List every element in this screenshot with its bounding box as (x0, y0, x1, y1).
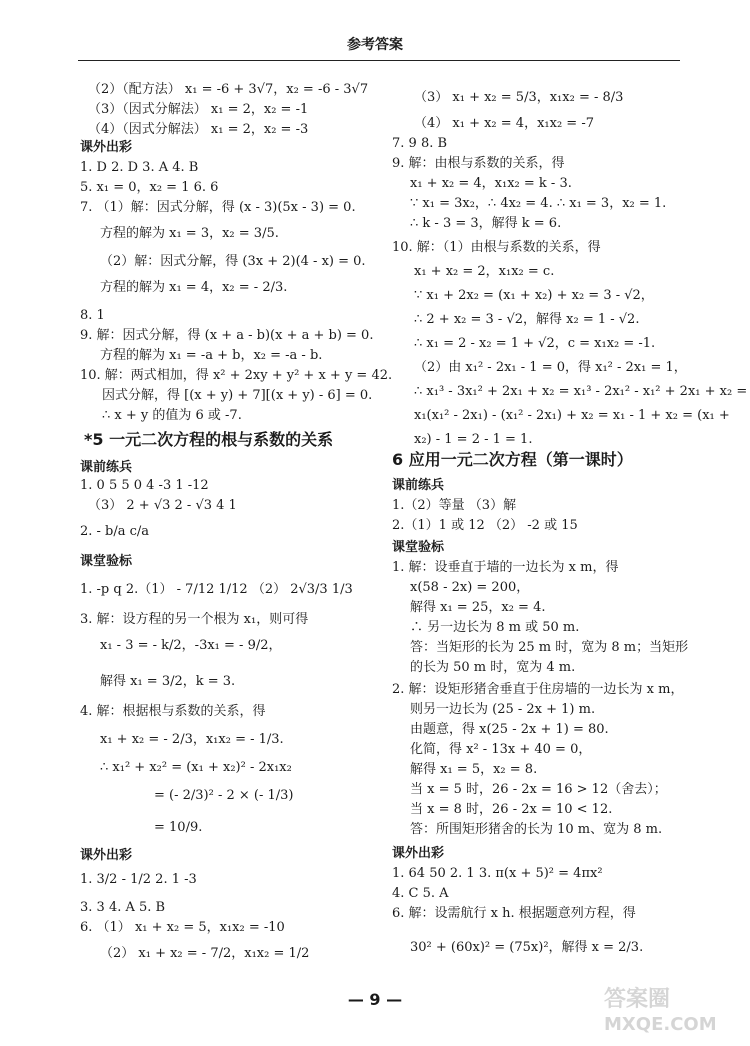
answer-line: 10. 解：（1）由根与系数的关系，得 (392, 240, 601, 255)
answer-line: x₁(x₁² - 2x₁) - (x₁² - 2x₁) + x₂ = x₁ - 1 + x₂ = (x₁ + (414, 408, 730, 423)
answer-line: 5. x₁ = 0，x₂ = 1 6. 6 (80, 180, 219, 195)
answer-line: 10. 解：两式相加，得 x² + 2xy + y² + x + y = 42. (80, 368, 393, 383)
answer-line: （3）（因式分解法） x₁ = 2，x₂ = -1 (88, 102, 309, 117)
answer-line: 1. 3/2 - 1/2 2. 1 -3 (80, 872, 197, 887)
answer-line: 当 x = 5 时，26 - 2x = 16 > 12（舍去）； (410, 782, 667, 797)
section-heading: 课前练兵 (80, 460, 133, 475)
answer-line: 1.（2）等量 （3）解 (392, 498, 517, 513)
answer-line: x₂) - 1 = 2 - 1 = 1. (414, 432, 533, 447)
page-header: 参考答案 (347, 37, 403, 53)
answer-line: 8. 1 (80, 308, 105, 323)
answer-line: ∴ x + y 的值为 6 或 -7. (102, 408, 242, 423)
answer-line: 的长为 50 m 时，宽为 4 m. (410, 660, 576, 675)
answer-line: 答：当矩形的长为 25 m 时，宽为 8 m；当矩形 (410, 640, 689, 655)
answer-line: 解得 x₁ = 3/2，k = 3. (100, 674, 236, 689)
answer-line: x₁ - 3 = - k/2，-3x₁ = - 9/2， (100, 638, 282, 653)
answer-line: 解得 x₁ = 25，x₂ = 4. (410, 600, 546, 615)
answer-line: ∵ x₁ + 2x₂ = (x₁ + x₂) + x₂ = 3 - √2， (414, 288, 654, 303)
answer-line: （2）由 x₁² - 2x₁ - 1 = 0，得 x₁² - 2x₁ = 1， (414, 360, 687, 375)
answer-line: 因式分解，得 [(x + y) + 7][(x + y) - 6] = 0. (102, 388, 373, 403)
answer-line: 2.（1）1 或 12 （2） -2 或 15 (392, 518, 578, 533)
answer-line: 2. 解：设矩形猪舍垂直于住房墙的一边长为 x m， (392, 682, 684, 697)
answer-line: x(58 - 2x) = 200， (410, 580, 530, 595)
answer-line: 由题意，得 x(25 - 2x + 1) = 80. (410, 722, 609, 737)
answer-line: 化简，得 x² - 13x + 40 = 0， (410, 742, 592, 757)
answer-line: 7. 9 8. B (392, 136, 448, 151)
answer-line: （4）（因式分解法） x₁ = 2，x₂ = -3 (88, 122, 309, 137)
answer-line: 答：所围矩形猪舍的长为 10 m、宽为 8 m. (410, 822, 663, 837)
chapter-title: 6 应用一元二次方程（第一课时） (392, 450, 633, 469)
section-heading: 课堂验标 (80, 554, 133, 569)
answer-line: 方程的解为 x₁ = 3，x₂ = 3/5. (100, 226, 279, 241)
answer-line: ∴ 2 + x₂ = 3 - √2，解得 x₂ = 1 - √2. (414, 312, 640, 327)
answer-line: 3. 3 4. A 5. B (80, 900, 166, 915)
answer-line: 30² + (60x)² = (75x)²，解得 x = 2/3. (410, 940, 644, 955)
answer-line: 2. - b/a c/a (80, 524, 150, 539)
answer-line: 3. 解：设方程的另一个根为 x₁，则可得 (80, 612, 309, 627)
answer-line: ∴ k - 3 = 3，解得 k = 6. (410, 216, 562, 231)
answer-line: 6. （1） x₁ + x₂ = 5，x₁x₂ = -10 (80, 920, 285, 935)
answer-line: = (- 2/3)² - 2 × (- 1/3) (154, 788, 294, 803)
answer-line: 4. 解：根据根与系数的关系，得 (80, 704, 266, 719)
answer-line: x₁ + x₂ = - 2/3，x₁x₂ = - 1/3. (100, 732, 284, 747)
answer-line: 9. 解：由根与系数的关系，得 (392, 156, 565, 171)
answer-line: （2）（配方法） x₁ = -6 + 3√7，x₂ = -6 - 3√7 (88, 82, 369, 97)
answer-line: 方程的解为 x₁ = -a + b，x₂ = -a - b. (100, 348, 323, 363)
answer-line: x₁ + x₂ = 4，x₁x₂ = k - 3. (410, 176, 572, 191)
answer-line: 9. 解：因式分解，得 (x + a - b)(x + a + b) = 0. (80, 328, 374, 343)
answer-line: 4. C 5. A (392, 886, 449, 901)
answer-line: ∴ 另一边长为 8 m 或 50 m. (410, 620, 580, 635)
answer-line: 7. （1）解：因式分解，得 (x - 3)(5x - 3) = 0. (80, 200, 356, 215)
section-heading: 课前练兵 (392, 478, 445, 493)
answer-line: ∴ x₁ = 2 - x₂ = 1 + √2，c = x₁x₂ = -1. (414, 336, 656, 351)
page-number: — 9 — (347, 990, 403, 1009)
watermark-logo (596, 980, 736, 1036)
answer-line: 则另一边长为 (25 - 2x + 1) m. (410, 702, 596, 717)
answer-line: x₁ + x₂ = 2，x₁x₂ = c. (414, 264, 555, 279)
section-heading: 课外出彩 (80, 140, 133, 155)
answer-line: 当 x = 8 时，26 - 2x = 10 < 12. (410, 802, 613, 817)
answer-line: （3） 2 + √3 2 - √3 4 1 (88, 498, 237, 513)
section-heading: 课外出彩 (392, 846, 445, 861)
answer-line: 1. 解：设垂直于墙的一边长为 x m，得 (392, 560, 619, 575)
answer-line: 6. 解：设需航行 x h. 根据题意列方程，得 (392, 906, 636, 921)
answer-line: 1. 64 50 2. 1 3. π(x + 5)² = 4πx² (392, 866, 603, 881)
answer-line: 1. D 2. D 3. A 4. B (80, 160, 199, 175)
svg-text:MXQE.COM: MXQE.COM (604, 1014, 717, 1035)
answer-line: 1. -p q 2.（1） - 7/12 1/12 （2） 2√3/3 1/3 (80, 582, 353, 597)
chapter-title: *5 一元二次方程的根与系数的关系 (84, 430, 334, 449)
header-rule (78, 60, 680, 61)
answer-line: 解得 x₁ = 5，x₂ = 8. (410, 762, 538, 777)
answer-line: （2） x₁ + x₂ = - 7/2，x₁x₂ = 1/2 (100, 946, 310, 961)
section-heading: 课外出彩 (80, 848, 133, 863)
answer-line: （2）解：因式分解，得 (3x + 2)(4 - x) = 0. (100, 254, 366, 269)
answer-line: 1. 0 5 5 0 4 -3 1 -12 (80, 478, 209, 493)
answer-line: ∵ x₁ = 3x₂，∴ 4x₂ = 4. ∴ x₁ = 3，x₂ = 1. (410, 196, 667, 211)
section-heading: 课堂验标 (392, 540, 445, 555)
answer-line: ∴ x₁² + x₂² = (x₁ + x₂)² - 2x₁x₂ (100, 760, 292, 775)
answer-line: 方程的解为 x₁ = 4，x₂ = - 2/3. (100, 280, 288, 295)
answer-line: （4） x₁ + x₂ = 4，x₁x₂ = -7 (414, 116, 594, 131)
svg-text:答案圈: 答案圈 (604, 987, 671, 1012)
answer-line: ∴ x₁³ - 3x₁² + 2x₁ + x₂ = x₁³ - 2x₁² - x₁² + 2x₁ + x₂ = (414, 384, 748, 399)
answer-line: （3） x₁ + x₂ = 5/3，x₁x₂ = - 8/3 (414, 90, 624, 105)
answer-line: = 10/9. (154, 820, 203, 835)
